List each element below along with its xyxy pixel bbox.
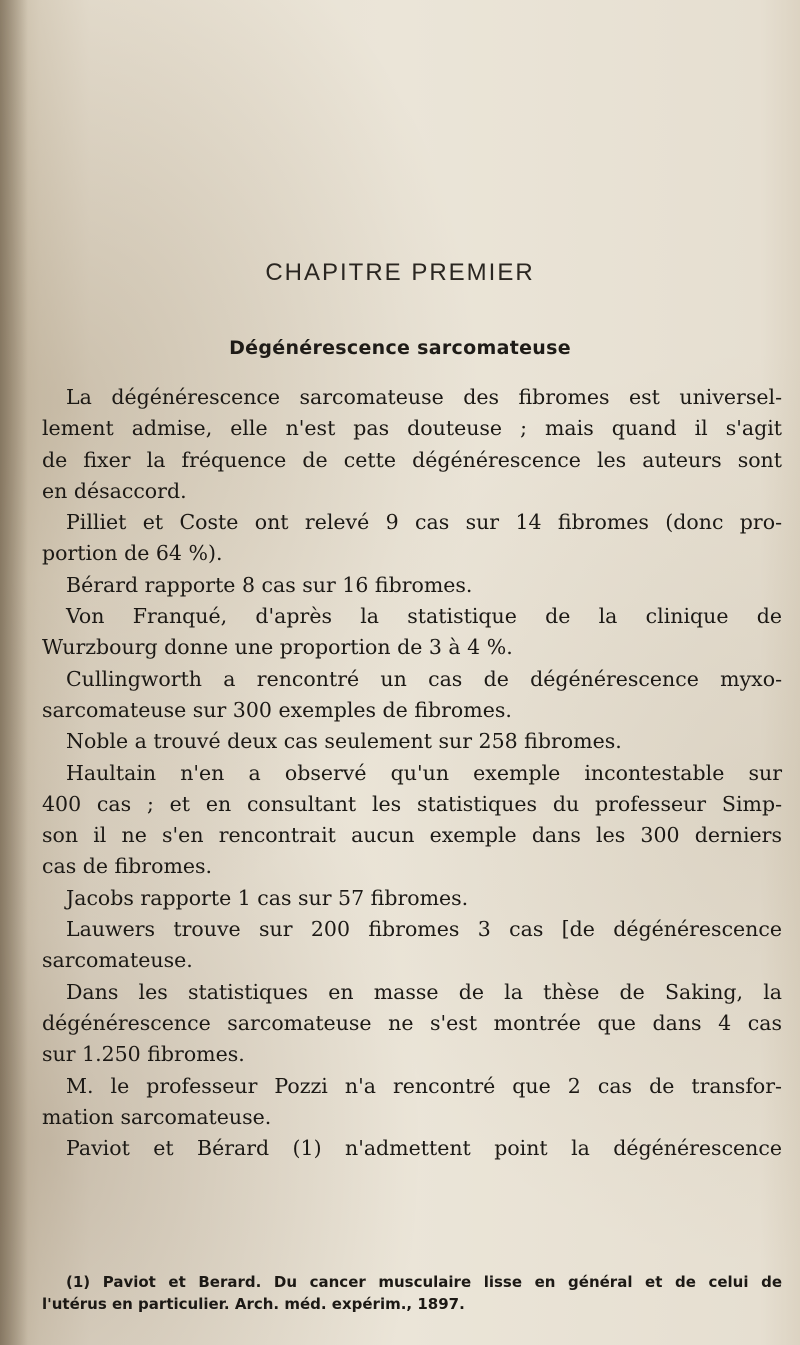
text-line: portion de 64 %). (42, 541, 223, 566)
text-line: Wurzbourg donne une proportion de 3 à 4 %. (42, 635, 513, 660)
text-line: Pilliet et Coste ont relevé 9 cas sur 14 fibromes (donc pro- (66, 510, 782, 535)
text-line: dégénérescence sarcomateuse ne s'est montrée que dans 4 cas (42, 1010, 782, 1035)
text-line: sarcomateuse. (42, 948, 193, 973)
paragraph (42, 570, 782, 601)
paragraph (42, 726, 782, 757)
text-line: Bérard rapporte 8 cas sur 16 fibromes. (66, 572, 473, 597)
text-line: Lauwers trouve sur 200 fibromes 3 cas [de dégénérescence (66, 917, 782, 942)
text-line: Dans les statistiques en masse de la thèse de Saking, la (66, 979, 782, 1004)
footnote-line: (1) Paviot et Berard. Du cancer musculaire lisse en général et de celui de (66, 1273, 782, 1291)
paragraph (42, 977, 782, 1071)
text-line: mation sarcomateuse. (42, 1104, 272, 1129)
paragraph (42, 382, 782, 507)
section-title: Dégénérescence sarcomateuse (229, 337, 571, 359)
paragraph (42, 883, 782, 914)
text-line: Paviot et Bérard (1) n'admettent point la dégénérescence (66, 1136, 782, 1161)
text-line: 400 cas ; et en consultant les statistiques du professeur Simp- (42, 791, 782, 816)
spine-shadow (0, 0, 28, 1345)
footnote (42, 1271, 782, 1315)
text-line: Haultain n'en a observé qu'un exemple incontestable sur (66, 760, 782, 785)
paragraph (42, 914, 782, 977)
text-line: Jacobs rapporte 1 cas sur 57 fibromes. (66, 885, 469, 910)
paragraph (42, 1133, 782, 1164)
text-line: M. le professeur Pozzi n'a rencontré que 2 cas de transfor- (66, 1073, 782, 1098)
text-line: cas de fibromes. (42, 854, 213, 879)
text-line: Noble a trouvé deux cas seulement sur 258 fibromes. (66, 729, 622, 754)
paragraph (42, 1071, 782, 1134)
paragraph (42, 601, 782, 664)
text-line: Cullingworth a rencontré un cas de dégénérescence myxo- (66, 666, 782, 691)
paragraph (42, 664, 782, 727)
text-line: de fixer la fréquence de cette dégénérescence les auteurs sont (42, 447, 782, 472)
text-line: sarcomateuse sur 300 exemples de fibromes. (42, 697, 512, 722)
chapter-title: CHAPITRE PREMIER (265, 259, 535, 286)
text-line: son il ne s'en rencontrait aucun exemple dans les 300 derniers (42, 823, 782, 848)
paragraph (42, 507, 782, 570)
body-text (42, 382, 782, 1164)
paragraph (42, 758, 782, 883)
text-line: La dégénérescence sarcomateuse des fibromes est universel- (66, 385, 782, 409)
text-line: en désaccord. (42, 478, 187, 503)
text-line: lement admise, elle n'est pas douteuse ; mais quand il s'agit (42, 416, 782, 441)
text-line: sur 1.250 fibromes. (42, 1042, 245, 1067)
text-line: Von Franqué, d'après la statistique de la clinique de (66, 604, 782, 629)
footnote-line: l'utérus en particulier. Arch. méd. expérim., 1897. (42, 1295, 465, 1313)
